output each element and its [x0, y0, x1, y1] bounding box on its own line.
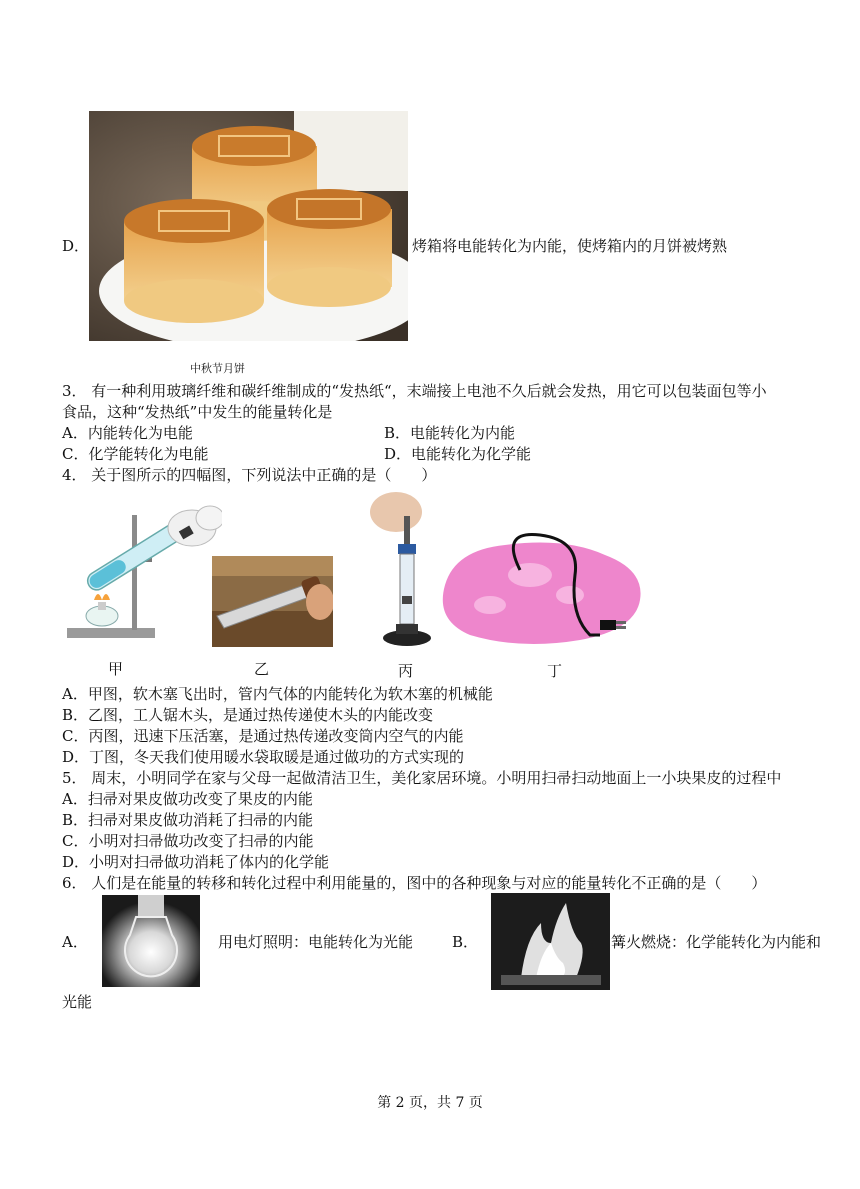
figure-label-bing: 丙	[398, 662, 414, 680]
q5-option-b: B．扫帚对果皮做功消耗了扫帚的内能	[62, 811, 314, 829]
mooncake-image	[89, 111, 408, 341]
test-tube-figure	[62, 500, 222, 645]
mooncake-caption: 中秋节月饼	[190, 362, 245, 375]
q3-stem-line1: 3． 有一种利用玻璃纤维和碳纤维制成的“发热纸“，末端接上电池不久后就会发热，用它可以包装面包等小	[62, 382, 767, 400]
piston-pump-figure	[366, 486, 446, 650]
q6-option-b-text: 篝火燃烧：化学能转化为内能和	[611, 933, 822, 951]
q4-stem: 4． 关于图所示的四幅图，下列说法中正确的是（ ）	[62, 466, 437, 484]
bonfire-image	[491, 893, 610, 990]
figure-label-yi: 乙	[254, 660, 270, 678]
q2-option-d-label: D．	[62, 237, 90, 255]
q3-option-c: C．化学能转化为电能	[62, 445, 209, 463]
q3-option-d: D．电能转化为化学能	[384, 445, 532, 463]
hot-water-bag-figure	[440, 525, 662, 655]
q4-option-a: A．甲图，软木塞飞出时，管内气体的内能转化为软木塞的机械能	[62, 685, 493, 703]
q3-stem-line2: 食品，这种“发热纸”中发生的能量转化是	[62, 403, 333, 421]
q4-option-c: C．丙图，迅速下压活塞，是通过热传递改变筒内空气的内能	[62, 727, 464, 745]
q6-stem: 6． 人们是在能量的转移和转化过程中利用能量的，图中的各种现象与对应的能量转化不正确的是（ ）	[62, 874, 767, 892]
q3-option-a: A．内能转化为电能	[62, 424, 193, 442]
q5-option-a: A．扫帚对果皮做功改变了果皮的内能	[62, 790, 313, 808]
light-bulb-image	[102, 895, 200, 987]
page-footer: 第 2 页，共 7 页	[377, 1095, 483, 1111]
figure-label-jia: 甲	[108, 660, 124, 678]
q6-option-a-label: A．	[62, 933, 88, 951]
q5-option-d: D．小明对扫帚做功消耗了体内的化学能	[62, 853, 330, 871]
q3-option-b: B．电能转化为内能	[384, 424, 516, 442]
q6-option-b-text-cont: 光能	[62, 993, 93, 1011]
q6-option-b-label: B．	[452, 933, 479, 951]
q5-option-c: C．小明对扫帚做功改变了扫帚的内能	[62, 832, 314, 850]
sawing-wood-figure	[212, 556, 333, 647]
q4-option-b: B．乙图，工人锯木头，是通过热传递使木头的内能改变	[62, 706, 434, 724]
figure-label-ding: 丁	[547, 662, 563, 680]
q5-stem: 5． 周末，小明同学在家与父母一起做清洁卫生，美化家居环境。小明用扫帚扫动地面上一小块果皮的过程中	[62, 769, 782, 787]
q6-option-a-text: 用电灯照明：电能转化为光能	[218, 933, 414, 951]
q2-option-d-text: 烤箱将电能转化为内能，使烤箱内的月饼被烤熟	[412, 237, 728, 255]
q4-option-d: D．丁图，冬天我们使用暖水袋取暖是通过做功的方式实现的	[62, 748, 465, 766]
